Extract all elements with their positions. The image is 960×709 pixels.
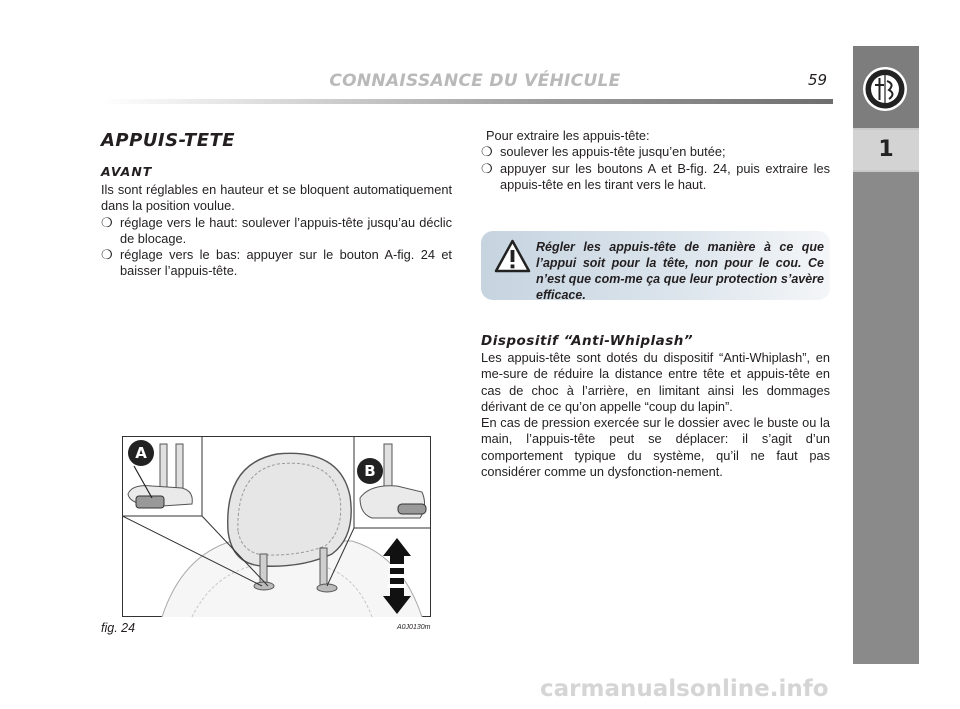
tab-divider: [853, 170, 919, 172]
subheading-front: AVANT: [101, 164, 153, 179]
bullet-circle-icon: ❍: [481, 160, 493, 176]
warning-text: Régler les appuis-tête de manière à ce que l’appui soit pour la tête, non pour le cou. Ce n’est que com-me ça que leur protection s’avère efficace.: [536, 240, 824, 302]
label-a: A: [135, 444, 147, 462]
bullet-circle-icon: ❍: [101, 214, 113, 230]
bullet-circle-icon: ❍: [481, 144, 493, 160]
section-title: APPUIS-TETE: [101, 130, 236, 151]
intro-paragraph: Ils sont réglables en hauteur et se bloquent automatiquement dans la position voulue.: [101, 182, 452, 214]
alfa-romeo-logo-icon: [862, 66, 908, 112]
header-rule: [100, 99, 833, 104]
right-column-body: [481, 128, 830, 193]
bullet-text: soulever les appuis-tête jusqu’en butée;: [500, 144, 726, 160]
left-column-body: [101, 182, 452, 280]
bullet-item: [481, 161, 830, 194]
bullet-circle-icon: ❍: [101, 247, 113, 263]
anti-whiplash-paragraph: Les appuis-tête sont dotés du dispositif “Anti-Whiplash”, en me-sure de réduire la distance entre tête et appuis-tête en cas de choc à l’arrière, en limitant ainsi les dommages dérivant de ce qu’on appelle “coup du lapin”.: [481, 350, 830, 414]
figure-code: A0J0130m: [397, 624, 431, 631]
bullet-item: [101, 215, 452, 248]
warning-triangle-icon: [494, 239, 531, 274]
bullet-text: appuyer sur les boutons A et B-fig. 24, puis extraire les appuis-tête en les tirant vers le haut.: [500, 160, 830, 192]
headrest-figure: [122, 436, 431, 617]
bullet-item: [481, 144, 830, 160]
watermark: carmanualsonline.info: [540, 676, 829, 702]
label-b: B: [364, 462, 376, 480]
figure-caption: fig. 24: [101, 621, 136, 635]
anti-whiplash-body: [481, 350, 830, 480]
bullet-text: réglage vers le haut: soulever l’appuis-tête jusqu’au déclic de blocage.: [120, 214, 452, 246]
chapter-number: 1: [853, 130, 919, 170]
bullet-item: [101, 247, 452, 280]
anti-whiplash-paragraph: En cas de pression exercée sur le dossier avec le buste ou la main, l’appuis-tête peut se déplacer: il s’agit d’un comportement typique du système, qu’il ne faut pas considérer comme un dysfonction-nement.: [481, 415, 830, 480]
page-number: 59: [808, 71, 828, 89]
anti-whiplash-title: Dispositif “Anti-Whiplash”: [481, 333, 694, 349]
running-header-title: CONNAISSANCE DU VÉHICULE: [329, 71, 621, 91]
bullet-text: réglage vers le bas: appuyer sur le bouton A-fig. 24 et baisser l’appuis-tête.: [120, 247, 452, 279]
extraction-intro: Pour extraire les appuis-tête:: [486, 128, 650, 143]
